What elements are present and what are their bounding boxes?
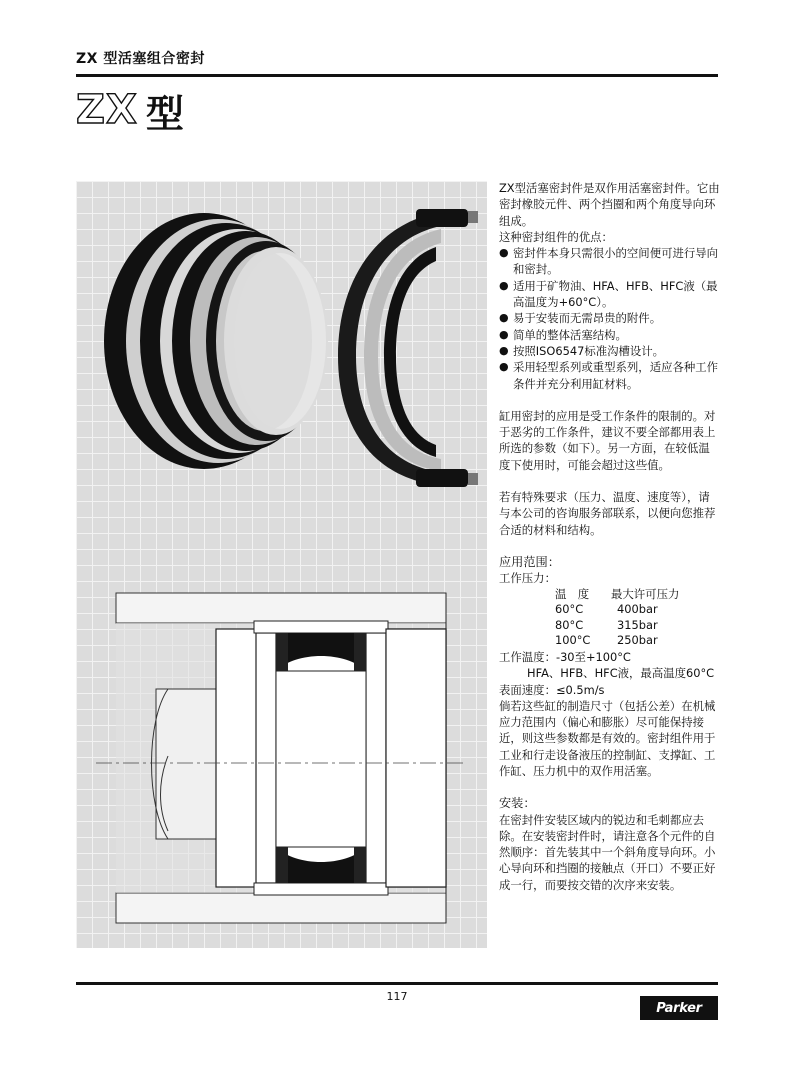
- page-number: 117: [386, 990, 408, 1003]
- table-cell: 100°C: [555, 633, 591, 648]
- fluid-line: HFA、HFB、HFC液，最高温度60°C: [527, 666, 715, 681]
- parker-logo: Parker: [640, 996, 718, 1020]
- bottom-rule: [76, 982, 718, 985]
- speed-line: 表面速度：≤0.5m/s: [499, 682, 605, 697]
- pressure-heading: 工作压力：: [499, 571, 556, 586]
- advantages-list: [499, 245, 721, 392]
- table-cell: 60°C: [555, 602, 584, 617]
- table-cell: 80°C: [555, 617, 584, 632]
- header-title: ZX 型活塞组合密封: [76, 51, 205, 67]
- application-heading: 应用范围：: [499, 554, 560, 569]
- list-item: ● 采用轻型系列或重型系列，适应各种工作条件并充分利用缸材料。: [499, 359, 721, 392]
- table-cell: 250bar: [617, 633, 658, 648]
- table-row: [555, 602, 679, 618]
- intro-paragraph: ZX型活塞密封件是双作用活塞密封件。它由密封橡胶元件、两个挡圈和两个角度导向环组成。: [499, 181, 720, 228]
- table-header-row: [555, 587, 679, 603]
- table-cell: 315bar: [617, 617, 658, 632]
- install-heading: 安装：: [499, 796, 536, 811]
- title-suffix: 型: [145, 91, 184, 136]
- application-note: 倘若这些缸的制造尺寸（包括公差）在机械应力范围内（偏心和膨胀）尽可能保持接近，则这些参数都是有效的。密封组件用于工业和行走设备液压的控制缸、支撑缸、工作缸、压力机中的双作用活塞。: [499, 698, 716, 778]
- seal-sectional-drawing: [96, 593, 466, 923]
- table-row: [555, 633, 679, 649]
- title-model: ZX: [76, 87, 138, 133]
- table-header-cell: 最大许可压力: [611, 586, 680, 601]
- text-column: [499, 180, 721, 893]
- table-row: [555, 618, 679, 634]
- list-item: ● 适用于矿物油、HFA、HFB、HFC液（最高温度为+60°C）。: [499, 278, 721, 311]
- table-header-cell: 温 度: [555, 586, 590, 601]
- install-paragraph: 在密封件安装区域内的锐边和毛刺都应去除。在安装密封件时，请注意各个元件的自然顺序：首先装其中一个斜角度导向环。小心导向环和挡圈的接触点（开口）不要正好成一行，而要按交错的次序来安装。: [499, 812, 716, 892]
- table-cell: 400bar: [617, 602, 658, 617]
- seal-section-photo: [338, 209, 478, 487]
- product-figure: [76, 181, 487, 948]
- pressure-table: [555, 587, 679, 649]
- list-item: ● 易于安装而无需昂贵的附件。: [499, 310, 721, 326]
- page-title: [76, 87, 184, 136]
- list-item: ● 按照ISO6547标准沟槽设计。: [499, 343, 721, 359]
- seal-illustration: [76, 181, 487, 948]
- list-item: ● 简单的整体活塞结构。: [499, 327, 721, 343]
- advantages-heading: 这种密封组件的优点：: [499, 229, 613, 244]
- temperature-line: 工作温度：-30至+100°C: [499, 649, 631, 664]
- seal-assembly-photo: [104, 213, 328, 469]
- list-item: ● 密封件本身只需很小的空间便可进行导向和密封。: [499, 245, 721, 278]
- top-rule: [76, 74, 718, 77]
- limits-paragraph: 缸用密封的应用是受工作条件的限制的。对于恶劣的工作条件，建议不要全部都用表上所选的参数（如下）。另一方面，在较低温度下使用时，可能会超过这些值。: [499, 408, 716, 472]
- contact-paragraph: 若有特殊要求（压力、温度、速度等），请与本公司的咨询服务部联系，以便向您推荐合适的材料和结构。: [499, 490, 716, 537]
